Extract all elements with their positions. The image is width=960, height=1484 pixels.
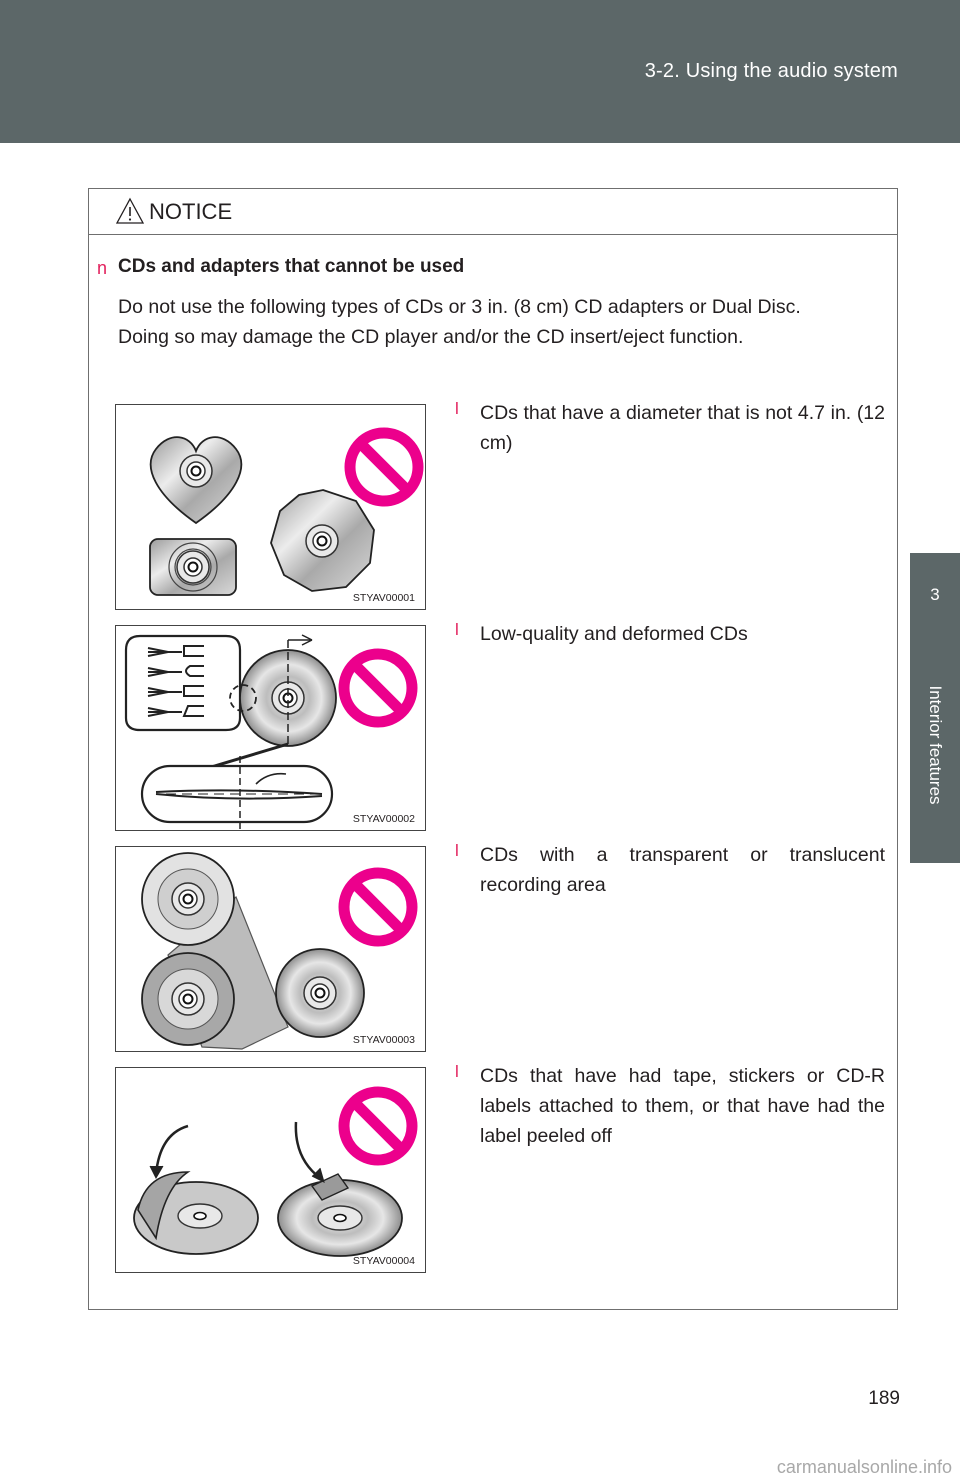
chapter-label: Interior features: [926, 685, 945, 805]
list-item-text: CDs that have had tape, stickers or CD-R labels attached to them, or that have had the label peeled off: [480, 1065, 885, 1147]
figure-transparent-cds: [115, 846, 426, 1052]
bullet-marker: l: [455, 620, 459, 639]
bullet-marker: l: [455, 399, 459, 418]
chapter-tab: [910, 553, 960, 863]
list-item-text: Low-quality and deformed CDs: [480, 623, 748, 645]
figure-code: STYAV00003: [352, 1034, 415, 1046]
figure-code: STYAV00002: [352, 813, 415, 825]
list-item-text: CDs with a transparent or translucent recording area: [480, 844, 885, 896]
watermark: carmanualsonline.info: [776, 1457, 952, 1477]
figure-code: STYAV00004: [352, 1255, 415, 1267]
page-number: 189: [868, 1388, 900, 1409]
warning-triangle-icon: [115, 197, 145, 225]
section-heading: 3-2. Using the audio system: [644, 60, 898, 82]
chapter-number: 3: [930, 585, 940, 604]
paragraph-text: Doing so may damage the CD player and/or the CD insert/eject function.: [118, 326, 744, 348]
section-bullet-marker: n: [97, 258, 108, 278]
list-item: [455, 840, 885, 900]
paragraph-text: Do not use the following types of CDs or 3 in. (8 cm) CD adapters or Dual Disc.: [118, 296, 801, 318]
figure-deformed-cds: [115, 625, 426, 831]
figure-labeled-cds: [115, 1067, 426, 1273]
bullet-marker: l: [455, 841, 459, 860]
page-header: [0, 0, 960, 143]
list-item: [455, 398, 885, 458]
section-paragraph: [118, 292, 886, 352]
bullet-marker: l: [455, 1062, 459, 1081]
notice-title: NOTICE: [149, 199, 233, 224]
figure-code: STYAV00001: [352, 592, 415, 604]
section-title: CDs and adapters that cannot be used: [118, 256, 465, 277]
list-item: [455, 619, 885, 649]
notice-header: [89, 189, 897, 235]
list-item: [455, 1061, 885, 1151]
list-item-text: CDs that have a diameter that is not 4.7 in. (12 cm): [480, 402, 885, 454]
figure-odd-shaped-cds: [115, 404, 426, 610]
